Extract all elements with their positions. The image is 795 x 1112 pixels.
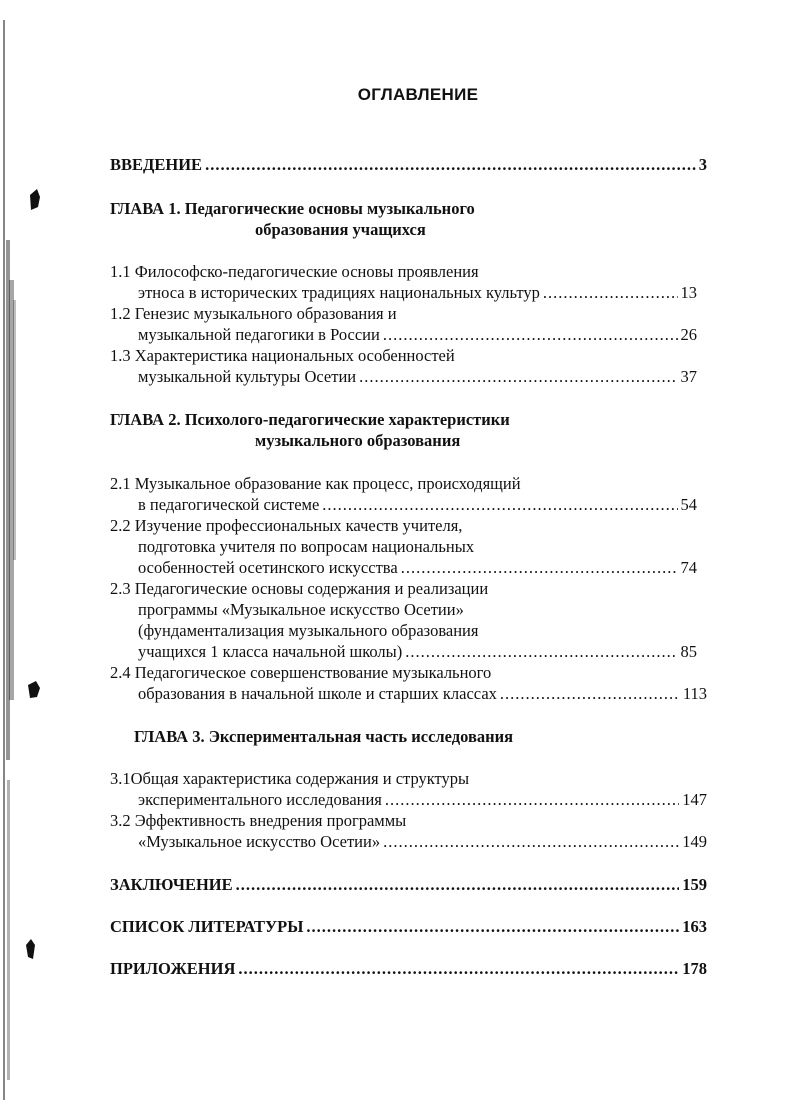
toc-page-number: 159 xyxy=(682,875,707,894)
toc-section-2-2-cont: подготовка учителя по вопросам национальных xyxy=(138,537,475,556)
chapter-1-heading: ГЛАВА 1. Педагогические основы музыкального xyxy=(110,199,475,218)
toc-entry-2-1[interactable] xyxy=(138,494,697,515)
toc-entry-label: ПРИЛОЖЕНИЯ xyxy=(110,959,236,978)
leader-dots xyxy=(401,557,678,578)
toc-section-3-1[interactable]: 3.1Общая характеристика содержания и структуры xyxy=(110,769,470,788)
leader-dots xyxy=(500,683,680,704)
toc-page-number: 37 xyxy=(680,367,697,386)
toc-page-number: 26 xyxy=(680,325,697,344)
toc-section-2-4[interactable]: 2.4 Педагогическое совершенствование музыкального xyxy=(110,663,492,682)
toc-page-number: 149 xyxy=(682,832,707,851)
toc-section-1-2[interactable]: 1.2 Генезис музыкального образования и xyxy=(110,304,397,323)
toc-section-2-1[interactable]: 2.1 Музыкальное образование как процесс, происходящий xyxy=(110,474,521,493)
toc-entry-2-4[interactable] xyxy=(138,683,707,704)
toc-entry-1-2[interactable] xyxy=(138,324,697,345)
toc-entry-conclusion[interactable] xyxy=(110,874,707,895)
toc-entry-label: ВВЕДЕНИЕ xyxy=(110,155,203,174)
toc-entry-label: учащихся 1 класса начальной школы) xyxy=(138,642,403,661)
toc-section-1-1[interactable]: 1.1 Философско-педагогические основы проявления xyxy=(110,262,479,281)
toc-entry-1-3[interactable] xyxy=(138,366,697,387)
toc-page-number: 13 xyxy=(680,283,697,302)
leader-dots xyxy=(322,494,677,515)
leader-dots xyxy=(405,641,677,662)
leader-dots xyxy=(383,831,679,852)
leader-dots xyxy=(543,282,678,303)
toc-entry-3-1[interactable] xyxy=(138,789,707,810)
toc-page-number: 163 xyxy=(682,917,707,936)
toc-entry-label: особенностей осетинского искусства xyxy=(138,558,398,577)
toc-section-1-3[interactable]: 1.3 Характеристика национальных особенностей xyxy=(110,346,455,365)
toc-entry-label: экспериментального исследования xyxy=(138,790,382,809)
scan-edge-artifact xyxy=(0,0,60,1112)
leader-dots xyxy=(359,366,677,387)
toc-entry-label: музыкальной культуры Осетии xyxy=(138,367,357,386)
toc-entry-label: «Музыкальное искусство Осетии» xyxy=(138,832,381,851)
toc-page-number: 178 xyxy=(682,959,707,978)
toc-page-number: 113 xyxy=(682,684,707,703)
toc-entry-label: ЗАКЛЮЧЕНИЕ xyxy=(110,875,233,894)
toc-entry-appendices[interactable] xyxy=(110,958,707,979)
toc-entry-label: музыкальной педагогики в России xyxy=(138,325,380,344)
leader-dots xyxy=(306,916,679,937)
leader-dots xyxy=(238,958,679,979)
leader-dots xyxy=(236,874,680,895)
toc-page-number: 85 xyxy=(680,642,697,661)
toc-entry-references[interactable] xyxy=(110,916,707,937)
toc-entry-label: в педагогической системе xyxy=(138,495,320,514)
toc-section-2-3-cont: программы «Музыкальное искусство Осетии» xyxy=(138,600,464,619)
toc-page-number: 147 xyxy=(682,790,707,809)
toc-entry-label: СПИСОК ЛИТЕРАТУРЫ xyxy=(110,917,304,936)
toc-entry-2-3[interactable] xyxy=(138,641,697,662)
leader-dots xyxy=(205,154,696,175)
toc-section-2-3-cont2: (фундаментализация музыкального образования xyxy=(138,621,479,640)
toc-entry-label: образования в начальной школе и старших классах xyxy=(138,684,497,703)
leader-dots xyxy=(385,789,679,810)
toc-entry-2-2[interactable] xyxy=(138,557,697,578)
toc-entry-label: этноса в исторических традициях национальных культур xyxy=(138,283,540,302)
toc-page-number: 3 xyxy=(698,155,707,174)
toc-section-2-3[interactable]: 2.3 Педагогические основы содержания и реализации xyxy=(110,579,489,598)
toc-entry-1-1[interactable] xyxy=(138,282,697,303)
chapter-3-heading: ГЛАВА 3. Экспериментальная часть исследования xyxy=(134,727,514,746)
toc-entry-3-2[interactable] xyxy=(138,831,707,852)
chapter-1-heading-cont: образования учащихся xyxy=(255,220,426,239)
toc-section-3-2[interactable]: 3.2 Эффективность внедрения программы xyxy=(110,811,407,830)
toc-entry-introduction[interactable] xyxy=(110,154,707,175)
toc-page-number: 74 xyxy=(680,558,697,577)
chapter-2-heading: ГЛАВА 2. Психолого-педагогические характеристики xyxy=(110,410,510,429)
leader-dots xyxy=(383,324,678,345)
page-title: ОГЛАВЛЕНИЕ xyxy=(357,85,479,104)
toc-section-2-2[interactable]: 2.2 Изучение профессиональных качеств учителя, xyxy=(110,516,463,535)
chapter-2-heading-cont: музыкального образования xyxy=(255,431,461,450)
toc-page-number: 54 xyxy=(680,495,697,514)
